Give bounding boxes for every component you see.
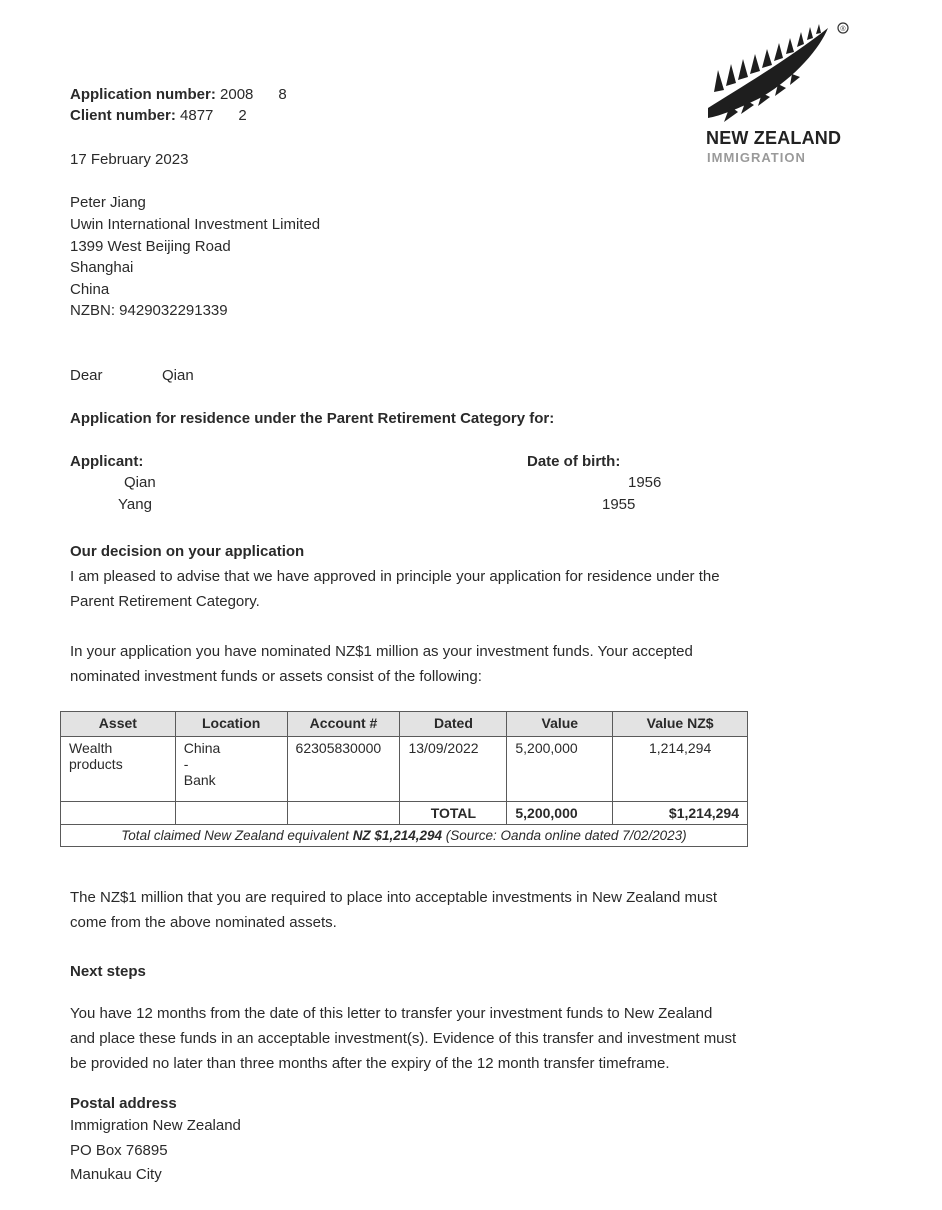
dated-cell: 13/09/2022 <box>400 737 507 802</box>
subject-heading: Application for residence under the Parent Retirement Category for: <box>70 410 555 427</box>
postal-heading: Postal address <box>70 1095 177 1112</box>
svg-text:®: ® <box>840 26 846 33</box>
recipient-street: 1399 West Beijing Road <box>70 238 231 255</box>
asset-cell <box>61 737 176 802</box>
value-nz-cell: 1,214,294 <box>613 737 748 802</box>
assets-table <box>60 711 748 847</box>
value-cell: 5,200,000 <box>507 737 613 802</box>
letter-date: 17 February 2023 <box>70 151 189 168</box>
table-header: Asset <box>61 712 176 737</box>
recipient-city: Shanghai <box>70 259 134 276</box>
asset-line: Wealth <box>69 740 113 756</box>
note-suffix: (Source: Oanda online dated 7/02/2023) <box>442 828 687 843</box>
account-cell: 62305830000 <box>287 737 400 802</box>
logo-subtitle: IMMIGRATION <box>707 150 806 165</box>
recipient-country: China <box>70 281 110 298</box>
decision-line-2: Parent Retirement Category. <box>70 593 260 610</box>
applicant-1-dob: 1956 <box>628 474 662 491</box>
recipient-nzbn: NZBN: 9429032291339 <box>70 302 228 319</box>
location-line: Bank <box>183 772 216 788</box>
table-header: Value <box>507 712 613 737</box>
recipient-name: Peter Jiang <box>70 194 146 211</box>
next-steps-line-1: You have 12 months from the date of this letter to transfer your investment funds to New Zealand <box>70 1005 713 1022</box>
logo-title: NEW ZEALAND <box>706 128 842 148</box>
total-value-nz: $1,214,294 <box>613 802 748 825</box>
empty-cell <box>175 802 287 825</box>
location-line: - <box>183 756 189 772</box>
application-number-value: 2008 8 <box>220 86 287 103</box>
next-steps-line-2: and place these funds in an acceptable investment(s). Evidence of this transfer and investment must <box>70 1030 737 1047</box>
nomination-line-1: In your application you have nominated NZ$1 million as your investment funds. Your accepted <box>70 643 693 660</box>
client-number-value: 4877 2 <box>180 107 247 124</box>
application-number <box>70 86 287 103</box>
table-header: Account # <box>287 712 400 737</box>
requirement-line-2: come from the above nominated assets. <box>70 914 337 931</box>
table-header-row <box>61 712 748 737</box>
applicant-1-name: Qian <box>124 474 156 491</box>
application-number-label: Application number: <box>70 86 216 103</box>
note-prefix: Total claimed New Zealand equivalent <box>121 828 353 843</box>
table-header: Location <box>175 712 287 737</box>
asset-line: products <box>69 756 123 772</box>
table-row <box>61 737 748 802</box>
dob-label: Date of birth: <box>527 453 621 470</box>
note-amount: NZ $1,214,294 <box>352 828 442 843</box>
location-cell <box>175 737 287 802</box>
table-total-row <box>61 802 748 825</box>
table-note-row <box>61 825 748 847</box>
decision-heading: Our decision on your application <box>70 543 305 560</box>
table-header: Value NZ$ <box>613 712 748 737</box>
postal-line-1: Immigration New Zealand <box>70 1117 241 1134</box>
postal-line-2: PO Box 76895 <box>70 1142 168 1159</box>
total-value: 5,200,000 <box>507 802 613 825</box>
client-number-label: Client number: <box>70 107 176 124</box>
postal-line-3: Manukau City <box>70 1166 162 1183</box>
location-line: China <box>183 740 221 756</box>
empty-cell <box>287 802 400 825</box>
requirement-line-1: The NZ$1 million that you are required to place into acceptable investments in New Zealand must <box>70 889 717 906</box>
table-header: Dated <box>400 712 507 737</box>
applicant-2-name: Yang <box>118 496 152 513</box>
client-number <box>70 107 247 124</box>
recipient-company: Uwin International Investment Limited <box>70 216 321 233</box>
table-note <box>61 825 748 847</box>
applicant-2-dob: 1955 <box>602 496 636 513</box>
next-steps-heading: Next steps <box>70 963 146 980</box>
empty-cell <box>61 802 176 825</box>
salutation-name: Qian <box>162 367 194 384</box>
applicant-label: Applicant: <box>70 453 144 470</box>
next-steps-line-3: be provided no later than three months after the expiry of the 12 month transfer timeframe. <box>70 1055 670 1072</box>
nomination-line-2: nominated investment funds or assets consist of the following: <box>70 668 482 685</box>
decision-line-1: I am pleased to advise that we have approved in principle your application for residence under the <box>70 568 720 585</box>
total-label: TOTAL <box>400 802 507 825</box>
salutation-dear: Dear <box>70 367 103 384</box>
